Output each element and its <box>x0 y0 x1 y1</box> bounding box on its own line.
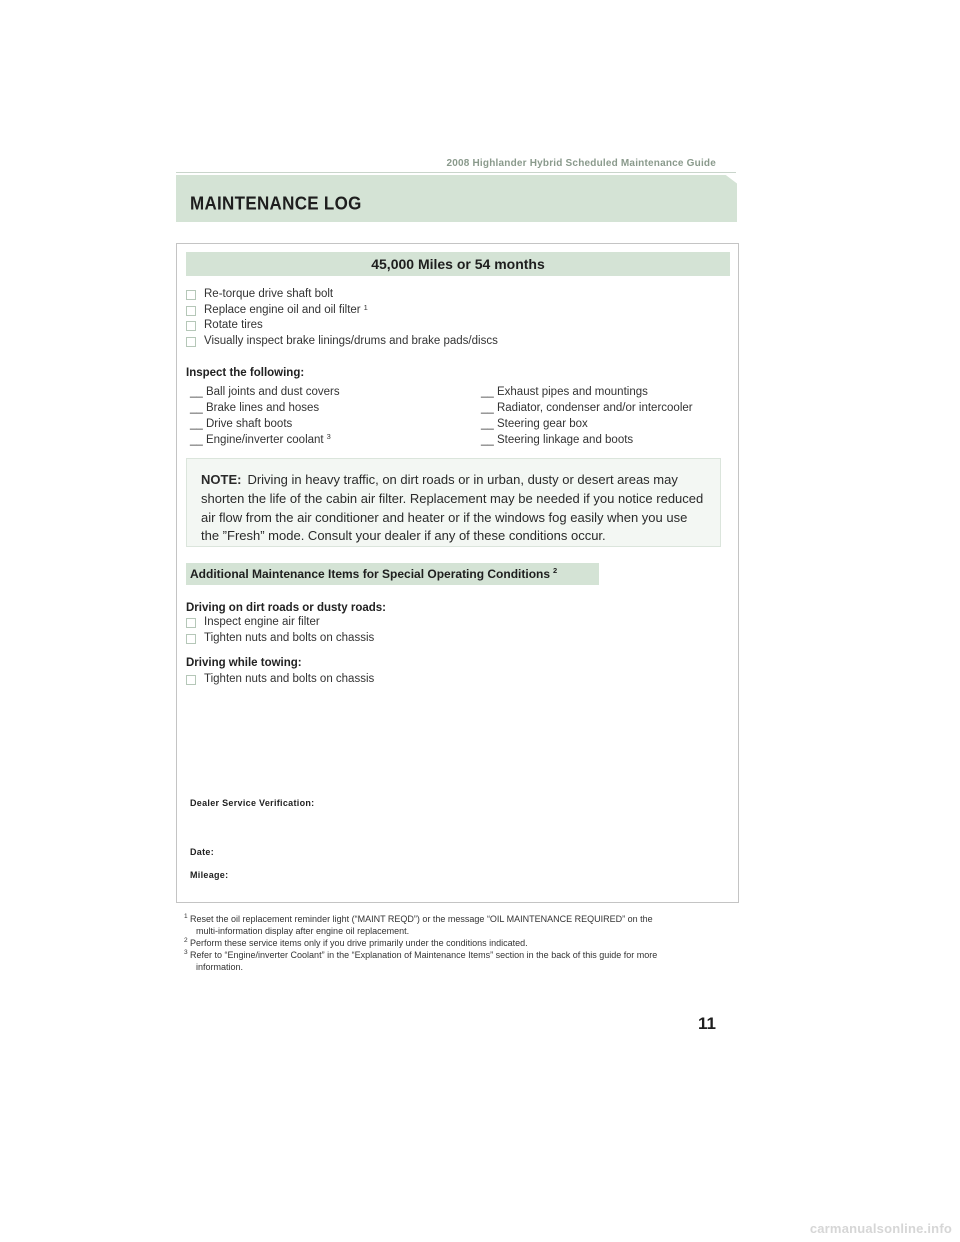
additional-title: Additional Maintenance Items for Special Operating Conditions <box>190 567 551 581</box>
guide-rule <box>176 172 736 173</box>
inspect-item <box>190 432 340 448</box>
check-item-label: Visually inspect brake linings/drums and brake pads/discs <box>204 334 498 347</box>
check-item-label: Replace engine oil and oil filter <box>204 303 361 316</box>
note-box <box>186 458 721 547</box>
inspect-item-label: __ Brake lines and hoses <box>190 402 320 414</box>
inspect-item-label: __ Drive shaft boots <box>190 418 293 430</box>
additional-title-bar <box>186 563 599 585</box>
footnotes <box>186 913 731 973</box>
inspect-list-left <box>190 384 340 448</box>
checkbox-icon[interactable] <box>186 306 196 316</box>
dealer-verification-label: Dealer Service Verification: <box>190 798 315 808</box>
footnote <box>186 913 731 937</box>
mileage-label: Mileage: <box>190 870 229 880</box>
inspect-item: __ Radiator, condenser and/or intercooler <box>481 402 693 414</box>
check-item-label: Tighten nuts and bolts on chassis <box>204 673 375 685</box>
footnote-line: information. <box>196 962 244 972</box>
inspect-item <box>190 400 340 416</box>
date-label: Date: <box>190 847 215 857</box>
checkbox-icon[interactable] <box>186 634 196 644</box>
check-item-label: Inspect engine air filter <box>204 616 320 628</box>
footnote-ref: 1 <box>363 302 368 312</box>
footnote-line: Reset the oil replacement reminder light (“MAINT REQD”) or the message “OIL MAINTENANCE REQUIRED” on the <box>190 914 653 924</box>
dusty-checklist <box>186 615 374 646</box>
towing-checklist <box>186 672 374 688</box>
check-item <box>186 303 498 319</box>
inspect-item-label: __ Engine/inverter coolant <box>190 434 324 446</box>
page-number: 11 <box>698 1014 716 1033</box>
footnote-number: 1 <box>184 913 188 920</box>
section-title: 45,000 Miles or 54 months <box>186 252 730 276</box>
watermark: carmanualsonline.info <box>809 1221 952 1236</box>
inspect-heading: Inspect the following: <box>186 367 305 379</box>
dusty-heading: Driving on dirt roads or dusty roads: <box>186 602 386 614</box>
check-item-label: Rotate tires <box>204 319 263 331</box>
check-item-label: Tighten nuts and bolts on chassis <box>204 631 375 644</box>
inspect-item-label: __ Ball joints and dust covers <box>190 386 340 398</box>
checkbox-icon[interactable] <box>186 290 196 300</box>
footnote-ref: 3 <box>326 432 331 441</box>
footnote <box>186 949 731 973</box>
checkbox-icon[interactable] <box>186 321 196 331</box>
checkbox-icon[interactable] <box>186 618 196 628</box>
check-item <box>186 318 498 334</box>
footnote-line: multi-information display after engine oil replacement. <box>196 926 410 936</box>
inspect-item: __ Exhaust pipes and mountings <box>481 386 648 398</box>
towing-heading: Driving while towing: <box>186 657 302 669</box>
inspect-item <box>190 384 340 400</box>
note-text: Driving in heavy traffic, on dirt roads or in urban, dusty or desert areas may shorten the life of the cabin air filter. Replacement may be needed if you notice reduced air flow from the air conditioner and heater or if the windows fog easily when you use the ”Fresh” mode. Consult your dealer if any of these conditions occur. <box>201 472 704 544</box>
page-title: MAINTENANCE LOG <box>190 193 362 214</box>
note-label: NOTE: <box>201 472 242 487</box>
footnote <box>186 937 731 949</box>
check-item <box>186 287 498 303</box>
footnote-ref: 2 <box>553 566 558 575</box>
inspect-item: __ Steering linkage and boots <box>481 434 634 446</box>
inspect-item <box>190 416 340 432</box>
check-item <box>186 615 374 631</box>
check-item <box>186 631 374 647</box>
inspect-list-right <box>481 384 693 448</box>
checkbox-icon[interactable] <box>186 337 196 347</box>
footnote-line: Perform these service items only if you drive primarily under the conditions indicated. <box>190 938 528 948</box>
inspect-item: __ Steering gear box <box>481 418 588 430</box>
service-checklist <box>186 287 498 349</box>
check-item <box>186 334 498 350</box>
footnote-number: 2 <box>184 937 188 944</box>
footnote-number: 3 <box>184 949 188 956</box>
footnote-line: Refer to “Engine/inverter Coolant” in the “Explanation of Maintenance Items” section in the back of this guide for more <box>190 950 658 960</box>
check-item-label: Re-torque drive shaft bolt <box>204 288 334 300</box>
checkbox-icon[interactable] <box>186 675 196 685</box>
check-item <box>186 672 374 688</box>
guide-title: 2008 Highlander Hybrid Scheduled Maintenance Guide <box>446 158 716 169</box>
